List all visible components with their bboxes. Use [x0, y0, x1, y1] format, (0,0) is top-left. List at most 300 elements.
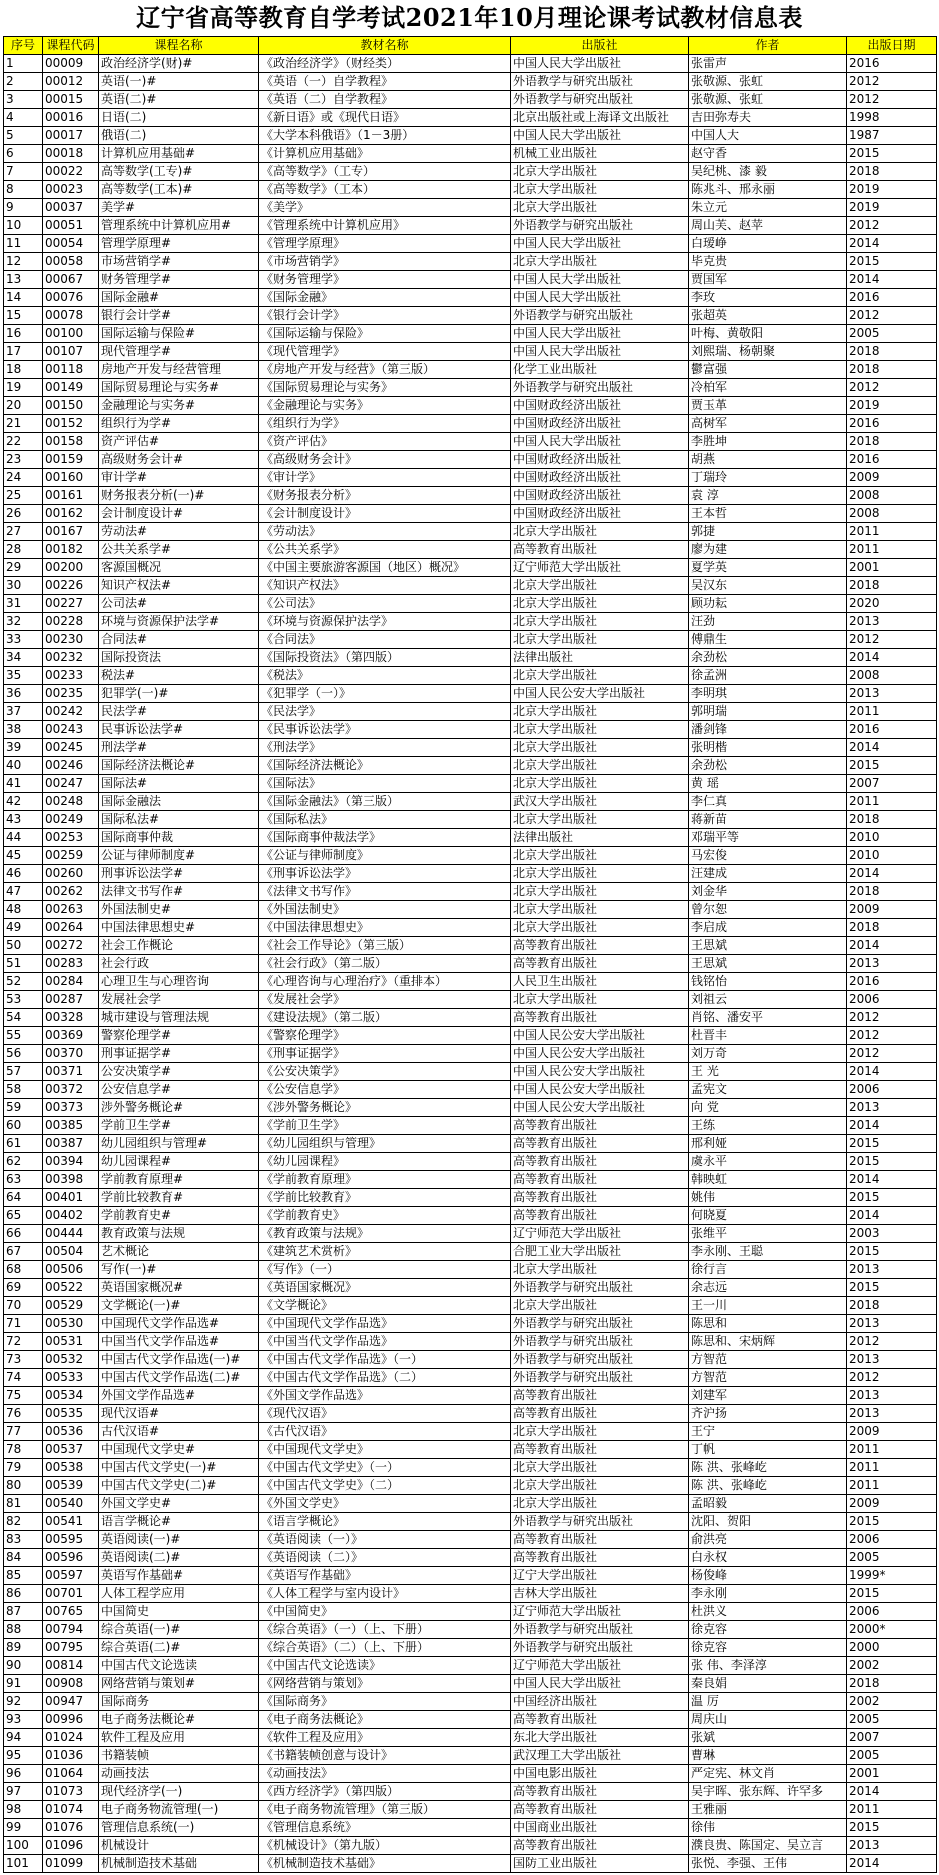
table-row — [4, 217, 937, 235]
cell-seq: 77 — [4, 1423, 43, 1441]
cell-course-code: 00444 — [43, 1225, 99, 1243]
cell-pub-date: 2002 — [847, 1657, 937, 1675]
cell-publisher: 高等教育出版社 — [511, 1441, 689, 1459]
cell-course-name: 中国当代文学作品选# — [99, 1333, 259, 1351]
cell-publisher: 辽宁大学出版社 — [511, 1567, 689, 1585]
table-row — [4, 559, 937, 577]
cell-publisher: 中国人民大学出版社 — [511, 433, 689, 451]
cell-seq: 6 — [4, 145, 43, 163]
cell-textbook-name: 《高级财务会计》 — [259, 451, 511, 469]
table-row — [4, 1819, 937, 1837]
cell-seq: 71 — [4, 1315, 43, 1333]
cell-pub-date: 2016 — [847, 55, 937, 73]
cell-pub-date: 2014 — [847, 235, 937, 253]
cell-textbook-name: 《中国古代文学史》（二） — [259, 1477, 511, 1495]
cell-author: 陈 洪、张峰屹 — [689, 1477, 847, 1495]
table-row — [4, 1081, 937, 1099]
cell-textbook-name: 《外国文学史》 — [259, 1495, 511, 1513]
cell-textbook-name: 《合同法》 — [259, 631, 511, 649]
cell-course-name: 会计制度设计# — [99, 505, 259, 523]
cell-seq: 27 — [4, 523, 43, 541]
cell-pub-date: 2018 — [847, 811, 937, 829]
cell-author: 王练 — [689, 1117, 847, 1135]
cell-pub-date: 2018 — [847, 1675, 937, 1693]
table-row — [4, 1225, 937, 1243]
header-course-code: 课程代码 — [43, 37, 99, 55]
cell-course-name: 国际商务 — [99, 1693, 259, 1711]
cell-course-name: 艺术概论 — [99, 1243, 259, 1261]
cell-author: 蒋新苗 — [689, 811, 847, 829]
cell-author: 徐行言 — [689, 1261, 847, 1279]
table-row — [4, 721, 937, 739]
table-row — [4, 1657, 937, 1675]
cell-course-name: 幼儿园课程# — [99, 1153, 259, 1171]
cell-pub-date: 2009 — [847, 1495, 937, 1513]
cell-publisher: 中国人民大学出版社 — [511, 271, 689, 289]
cell-textbook-name: 《学前教育原理》 — [259, 1171, 511, 1189]
cell-author: 李玫 — [689, 289, 847, 307]
cell-textbook-name: 《英语阅读（一）》 — [259, 1531, 511, 1549]
cell-textbook-name: 《国际商事仲裁法学》 — [259, 829, 511, 847]
cell-author: 张雷声 — [689, 55, 847, 73]
cell-course-name: 英语阅读(一)# — [99, 1531, 259, 1549]
cell-course-code: 00058 — [43, 253, 99, 271]
cell-course-code: 00765 — [43, 1603, 99, 1621]
cell-course-name: 机械制造技术基础 — [99, 1855, 259, 1873]
cell-textbook-name: 《英语（一）自学教程》 — [259, 73, 511, 91]
cell-course-code: 00242 — [43, 703, 99, 721]
cell-publisher: 国防工业出版社 — [511, 1855, 689, 1873]
cell-author: 丁瑞玲 — [689, 469, 847, 487]
table-row — [4, 127, 937, 145]
cell-textbook-name: 《动画技法》 — [259, 1765, 511, 1783]
cell-publisher: 外语教学与研究出版社 — [511, 1639, 689, 1657]
cell-seq: 79 — [4, 1459, 43, 1477]
cell-course-code: 00262 — [43, 883, 99, 901]
cell-course-code: 00016 — [43, 109, 99, 127]
cell-publisher: 人民卫生出版社 — [511, 973, 689, 991]
cell-course-code: 00814 — [43, 1657, 99, 1675]
cell-course-name: 国际商事仲裁 — [99, 829, 259, 847]
cell-textbook-name: 《英语（二）自学教程》 — [259, 91, 511, 109]
cell-course-name: 中国现代文学史# — [99, 1441, 259, 1459]
cell-course-code: 01036 — [43, 1747, 99, 1765]
cell-course-code: 00595 — [43, 1531, 99, 1549]
cell-seq: 86 — [4, 1585, 43, 1603]
cell-course-name: 中国古代文学作品选(一)# — [99, 1351, 259, 1369]
cell-pub-date: 2013 — [847, 1261, 937, 1279]
cell-seq: 4 — [4, 109, 43, 127]
cell-seq: 46 — [4, 865, 43, 883]
cell-publisher: 东北大学出版社 — [511, 1729, 689, 1747]
table-row — [4, 1693, 937, 1711]
cell-pub-date: 2000* — [847, 1621, 937, 1639]
cell-textbook-name: 《税法》 — [259, 667, 511, 685]
table-row — [4, 271, 937, 289]
header-pub-date: 出版日期 — [847, 37, 937, 55]
cell-seq: 22 — [4, 433, 43, 451]
cell-seq: 95 — [4, 1747, 43, 1765]
cell-course-code: 00272 — [43, 937, 99, 955]
cell-seq: 52 — [4, 973, 43, 991]
cell-pub-date: 2015 — [847, 1189, 937, 1207]
cell-textbook-name: 《刑事诉讼法学》 — [259, 865, 511, 883]
cell-publisher: 高等教育出版社 — [511, 1135, 689, 1153]
table-row — [4, 613, 937, 631]
cell-course-name: 国际金融法 — [99, 793, 259, 811]
table-row — [4, 1099, 937, 1117]
cell-seq: 55 — [4, 1027, 43, 1045]
cell-seq: 94 — [4, 1729, 43, 1747]
cell-pub-date: 2018 — [847, 577, 937, 595]
cell-pub-date: 2012 — [847, 1333, 937, 1351]
cell-pub-date: 1998 — [847, 109, 937, 127]
cell-textbook-name: 《法律文书写作》 — [259, 883, 511, 901]
cell-publisher: 中国人民公安大学出版社 — [511, 1045, 689, 1063]
cell-course-name: 中国现代文学作品选# — [99, 1315, 259, 1333]
cell-course-name: 税法# — [99, 667, 259, 685]
cell-course-code: 00158 — [43, 433, 99, 451]
cell-textbook-name: 《英语国家概况》 — [259, 1279, 511, 1297]
cell-author: 王思斌 — [689, 955, 847, 973]
cell-textbook-name: 《书籍装帧创意与设计》 — [259, 1747, 511, 1765]
cell-publisher: 中国财政经济出版社 — [511, 415, 689, 433]
cell-course-code: 00387 — [43, 1135, 99, 1153]
cell-pub-date: 2012 — [847, 1369, 937, 1387]
cell-author: 丁帆 — [689, 1441, 847, 1459]
cell-course-code: 00253 — [43, 829, 99, 847]
table-row — [4, 757, 937, 775]
cell-pub-date: 2002 — [847, 1693, 937, 1711]
cell-course-name: 外国文学作品选# — [99, 1387, 259, 1405]
cell-seq: 19 — [4, 379, 43, 397]
cell-course-name: 国际金融# — [99, 289, 259, 307]
cell-course-name: 高等数学(工本)# — [99, 181, 259, 199]
cell-textbook-name: 《管理信息系统》 — [259, 1819, 511, 1837]
cell-publisher: 辽宁师范大学出版社 — [511, 1603, 689, 1621]
cell-seq: 87 — [4, 1603, 43, 1621]
table-row — [4, 1765, 937, 1783]
table-row — [4, 289, 937, 307]
cell-textbook-name: 《语言学概论》 — [259, 1513, 511, 1531]
table-row — [4, 1027, 937, 1045]
cell-author: 鬱富强 — [689, 361, 847, 379]
cell-course-code: 00017 — [43, 127, 99, 145]
cell-publisher: 北京大学出版社 — [511, 865, 689, 883]
cell-author: 濮良贵、陈国定、吴立言 — [689, 1837, 847, 1855]
cell-course-name: 刑事诉讼法学# — [99, 865, 259, 883]
table-row — [4, 703, 937, 721]
cell-course-code: 00794 — [43, 1621, 99, 1639]
cell-author: 张敬源、张虹 — [689, 73, 847, 91]
cell-author: 曾尔恕 — [689, 901, 847, 919]
cell-textbook-name: 《管理系统中计算机应用》 — [259, 217, 511, 235]
cell-publisher: 武汉大学出版社 — [511, 793, 689, 811]
cell-seq: 33 — [4, 631, 43, 649]
table-row — [4, 307, 937, 325]
table-row — [4, 847, 937, 865]
cell-course-code: 00394 — [43, 1153, 99, 1171]
cell-course-name: 知识产权法# — [99, 577, 259, 595]
cell-pub-date: 2010 — [847, 829, 937, 847]
cell-course-code: 00182 — [43, 541, 99, 559]
cell-pub-date: 2006 — [847, 1531, 937, 1549]
cell-course-code: 00535 — [43, 1405, 99, 1423]
cell-seq: 32 — [4, 613, 43, 631]
cell-course-name: 软件工程及应用 — [99, 1729, 259, 1747]
cell-author: 郭捷 — [689, 523, 847, 541]
cell-pub-date: 2003 — [847, 1225, 937, 1243]
cell-publisher: 外语教学与研究出版社 — [511, 1333, 689, 1351]
cell-author: 夏学英 — [689, 559, 847, 577]
cell-textbook-name: 《财务报表分析》 — [259, 487, 511, 505]
cell-seq: 31 — [4, 595, 43, 613]
cell-seq: 41 — [4, 775, 43, 793]
textbook-table — [3, 36, 937, 1873]
cell-publisher: 高等教育出版社 — [511, 1189, 689, 1207]
cell-author: 汪劲 — [689, 613, 847, 631]
cell-course-name: 英语阅读(二)# — [99, 1549, 259, 1567]
cell-course-code: 00534 — [43, 1387, 99, 1405]
cell-course-code: 00233 — [43, 667, 99, 685]
cell-course-name: 英语写作基础# — [99, 1567, 259, 1585]
cell-seq: 70 — [4, 1297, 43, 1315]
cell-publisher: 机械工业出版社 — [511, 145, 689, 163]
cell-pub-date: 2015 — [847, 1135, 937, 1153]
cell-textbook-name: 《公安信息学》 — [259, 1081, 511, 1099]
cell-pub-date: 2013 — [847, 1315, 937, 1333]
cell-course-code: 00370 — [43, 1045, 99, 1063]
cell-course-name: 中国古代文论选读 — [99, 1657, 259, 1675]
cell-author: 严定宪、林文肖 — [689, 1765, 847, 1783]
cell-author: 孟宪文 — [689, 1081, 847, 1099]
cell-course-code: 00226 — [43, 577, 99, 595]
cell-pub-date: 2006 — [847, 1081, 937, 1099]
cell-pub-date: 2014 — [847, 1171, 937, 1189]
cell-seq: 5 — [4, 127, 43, 145]
cell-publisher: 辽宁师范大学出版社 — [511, 1225, 689, 1243]
cell-course-code: 00100 — [43, 325, 99, 343]
cell-publisher: 北京大学出版社 — [511, 1477, 689, 1495]
cell-textbook-name: 《大学本科俄语》（1－3册） — [259, 127, 511, 145]
cell-textbook-name: 《中国古代文学史》（一） — [259, 1459, 511, 1477]
cell-textbook-name: 《中国现代文学史》 — [259, 1441, 511, 1459]
cell-seq: 101 — [4, 1855, 43, 1873]
cell-author: 徐孟洲 — [689, 667, 847, 685]
cell-author: 贾国军 — [689, 271, 847, 289]
cell-seq: 15 — [4, 307, 43, 325]
cell-course-code: 00398 — [43, 1171, 99, 1189]
header-course-name: 课程名称 — [99, 37, 259, 55]
cell-course-code: 00249 — [43, 811, 99, 829]
cell-seq: 30 — [4, 577, 43, 595]
cell-publisher: 北京大学出版社 — [511, 775, 689, 793]
table-row — [4, 1801, 937, 1819]
table-row — [4, 1423, 937, 1441]
cell-course-name: 国际运输与保险# — [99, 325, 259, 343]
cell-course-name: 公司法# — [99, 595, 259, 613]
cell-author: 曹琳 — [689, 1747, 847, 1765]
cell-course-code: 01096 — [43, 1837, 99, 1855]
cell-author: 朱立元 — [689, 199, 847, 217]
cell-textbook-name: 《中国当代文学作品选》 — [259, 1333, 511, 1351]
cell-course-code: 00263 — [43, 901, 99, 919]
cell-publisher: 高等教育出版社 — [511, 1837, 689, 1855]
cell-textbook-name: 《中国古代文学作品选》（一） — [259, 1351, 511, 1369]
cell-course-name: 心理卫生与心理咨询 — [99, 973, 259, 991]
cell-pub-date: 2015 — [847, 1819, 937, 1837]
cell-publisher: 中国人民大学出版社 — [511, 235, 689, 253]
cell-seq: 7 — [4, 163, 43, 181]
cell-publisher: 北京大学出版社 — [511, 163, 689, 181]
cell-pub-date: 2011 — [847, 1459, 937, 1477]
cell-pub-date: 2015 — [847, 253, 937, 271]
cell-pub-date: 2016 — [847, 415, 937, 433]
table-row — [4, 955, 937, 973]
table-row — [4, 667, 937, 685]
cell-course-code: 01073 — [43, 1783, 99, 1801]
cell-course-name: 中国法律思想史# — [99, 919, 259, 937]
cell-author: 秦良娟 — [689, 1675, 847, 1693]
cell-author: 贾玉革 — [689, 397, 847, 415]
cell-textbook-name: 《人体工程学与室内设计》 — [259, 1585, 511, 1603]
table-row — [4, 1513, 937, 1531]
cell-course-name: 社会行政 — [99, 955, 259, 973]
cell-course-name: 英语(二)# — [99, 91, 259, 109]
cell-publisher: 北京大学出版社 — [511, 595, 689, 613]
cell-course-name: 法律文书写作# — [99, 883, 259, 901]
table-row — [4, 73, 937, 91]
cell-course-name: 民法学# — [99, 703, 259, 721]
cell-course-code: 00243 — [43, 721, 99, 739]
page-title: 辽宁省高等教育自学考试2021年10月理论课考试教材信息表 — [136, 3, 803, 32]
cell-pub-date: 1987 — [847, 127, 937, 145]
cell-course-name: 动画技法 — [99, 1765, 259, 1783]
cell-pub-date: 2019 — [847, 181, 937, 199]
cell-course-name: 俄语(二) — [99, 127, 259, 145]
cell-course-name: 刑法学# — [99, 739, 259, 757]
cell-publisher: 中国人民大学出版社 — [511, 343, 689, 361]
cell-pub-date: 2009 — [847, 1423, 937, 1441]
cell-seq: 88 — [4, 1621, 43, 1639]
cell-course-name: 学前卫生学# — [99, 1117, 259, 1135]
cell-seq: 11 — [4, 235, 43, 253]
cell-course-name: 机械设计 — [99, 1837, 259, 1855]
cell-author: 徐克容 — [689, 1621, 847, 1639]
cell-pub-date: 2013 — [847, 1099, 937, 1117]
cell-course-code: 00401 — [43, 1189, 99, 1207]
cell-publisher: 北京大学出版社 — [511, 577, 689, 595]
cell-pub-date: 2012 — [847, 91, 937, 109]
cell-pub-date: 2013 — [847, 613, 937, 631]
cell-seq: 80 — [4, 1477, 43, 1495]
cell-publisher: 外语教学与研究出版社 — [511, 379, 689, 397]
cell-course-code: 00009 — [43, 55, 99, 73]
cell-pub-date: 2007 — [847, 1729, 937, 1747]
table-row — [4, 1279, 937, 1297]
cell-pub-date: 2008 — [847, 487, 937, 505]
cell-seq: 18 — [4, 361, 43, 379]
cell-publisher: 北京大学出版社 — [511, 1297, 689, 1315]
cell-publisher: 北京大学出版社 — [511, 1495, 689, 1513]
cell-publisher: 高等教育出版社 — [511, 1711, 689, 1729]
table-row — [4, 1369, 937, 1387]
cell-publisher: 北京大学出版社 — [511, 199, 689, 217]
cell-seq: 65 — [4, 1207, 43, 1225]
cell-pub-date: 2013 — [847, 1351, 937, 1369]
cell-textbook-name: 《心理咨询与心理治疗》（重排本） — [259, 973, 511, 991]
cell-seq: 40 — [4, 757, 43, 775]
cell-seq: 67 — [4, 1243, 43, 1261]
cell-course-code: 00246 — [43, 757, 99, 775]
cell-publisher: 北京大学出版社 — [511, 613, 689, 631]
cell-course-name: 现代管理学# — [99, 343, 259, 361]
cell-seq: 57 — [4, 1063, 43, 1081]
table-row — [4, 397, 937, 415]
cell-course-code: 00162 — [43, 505, 99, 523]
cell-course-code: 00012 — [43, 73, 99, 91]
cell-seq: 36 — [4, 685, 43, 703]
cell-seq: 91 — [4, 1675, 43, 1693]
cell-seq: 1 — [4, 55, 43, 73]
cell-author: 李仁真 — [689, 793, 847, 811]
table-row — [4, 415, 937, 433]
cell-author: 吉田弥寿夫 — [689, 109, 847, 127]
table-row — [4, 541, 937, 559]
cell-pub-date: 2009 — [847, 469, 937, 487]
cell-seq: 85 — [4, 1567, 43, 1585]
cell-textbook-name: 《教育政策与法规》 — [259, 1225, 511, 1243]
cell-pub-date: 2012 — [847, 307, 937, 325]
cell-course-code: 00232 — [43, 649, 99, 667]
table-row — [4, 811, 937, 829]
table-row — [4, 1189, 937, 1207]
cell-pub-date: 2018 — [847, 1297, 937, 1315]
table-row — [4, 1207, 937, 1225]
cell-seq: 17 — [4, 343, 43, 361]
cell-author: 刘祖云 — [689, 991, 847, 1009]
cell-pub-date: 2014 — [847, 739, 937, 757]
cell-course-code: 00152 — [43, 415, 99, 433]
table-row — [4, 739, 937, 757]
cell-pub-date: 2019 — [847, 397, 937, 415]
cell-course-code: 00235 — [43, 685, 99, 703]
header-publisher: 出版社 — [511, 37, 689, 55]
cell-publisher: 中国人民公安大学出版社 — [511, 1063, 689, 1081]
cell-textbook-name: 《英语阅读（二）》 — [259, 1549, 511, 1567]
cell-publisher: 北京大学出版社 — [511, 739, 689, 757]
table-row — [4, 901, 937, 919]
cell-seq: 38 — [4, 721, 43, 739]
cell-course-code: 00149 — [43, 379, 99, 397]
cell-publisher: 高等教育出版社 — [511, 1207, 689, 1225]
cell-seq: 98 — [4, 1801, 43, 1819]
cell-seq: 3 — [4, 91, 43, 109]
cell-textbook-name: 《公共关系学》 — [259, 541, 511, 559]
cell-course-code: 00506 — [43, 1261, 99, 1279]
cell-publisher: 高等教育出版社 — [511, 1117, 689, 1135]
cell-textbook-name: 《公安决策学》 — [259, 1063, 511, 1081]
cell-pub-date: 2011 — [847, 1441, 937, 1459]
table-row — [4, 379, 937, 397]
cell-author: 方智范 — [689, 1351, 847, 1369]
cell-course-name: 美学# — [99, 199, 259, 217]
cell-publisher: 外语教学与研究出版社 — [511, 1279, 689, 1297]
cell-pub-date: 2000 — [847, 1639, 937, 1657]
cell-seq: 20 — [4, 397, 43, 415]
cell-course-name: 管理学原理# — [99, 235, 259, 253]
cell-author: 廖为建 — [689, 541, 847, 559]
